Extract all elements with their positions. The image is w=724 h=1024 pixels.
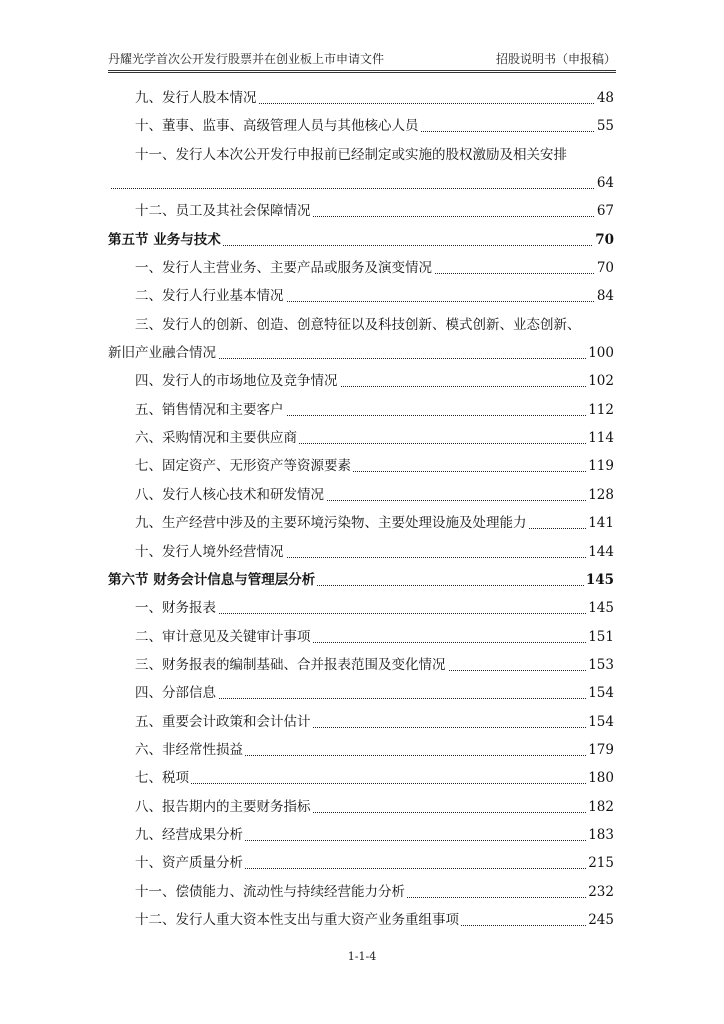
- toc-entry-title: 六、非经常性损益: [135, 741, 243, 758]
- toc-entry[interactable]: [108, 112, 614, 140]
- toc-entry-title: 十二、员工及其社会保障情况: [135, 203, 311, 220]
- toc-entry-title: 七、税项: [135, 770, 189, 787]
- toc-entry-title-cont: [108, 175, 110, 191]
- toc-entry[interactable]: [108, 367, 614, 395]
- toc-entry-title: 六、采购情况和主要供应商: [135, 430, 297, 447]
- toc-entry[interactable]: [108, 651, 614, 679]
- toc-page-number: 112: [586, 396, 614, 424]
- toc-entry[interactable]: [108, 906, 614, 934]
- toc-entry[interactable]: [108, 452, 614, 480]
- toc-entry[interactable]: [108, 509, 614, 537]
- toc-page-number: 145: [586, 594, 614, 622]
- toc-entry[interactable]: [108, 594, 614, 622]
- toc-page-number: 154: [586, 708, 614, 736]
- toc-entry[interactable]: [108, 254, 614, 282]
- toc-page-number: 154: [586, 679, 614, 707]
- header-document-title: 丹耀光学首次公开发行股票并在创业板上市申请文件: [108, 52, 385, 66]
- page-header: [108, 50, 616, 68]
- toc-entry-continuation[interactable]: [108, 169, 614, 197]
- toc-entry[interactable]: [108, 424, 614, 452]
- toc-page-number: 232: [586, 878, 614, 906]
- toc-entry-title: 五、重要会计政策和会计估计: [135, 713, 311, 730]
- dot-leader: [108, 188, 614, 189]
- toc-entry[interactable]: [108, 849, 614, 877]
- toc-entry[interactable]: [108, 764, 614, 792]
- toc-entry[interactable]: [108, 708, 614, 736]
- toc-entry[interactable]: [108, 821, 614, 849]
- toc-entry-title: 十、董事、监事、高级管理人员与其他核心人员: [135, 118, 419, 135]
- toc-section-heading[interactable]: [108, 226, 614, 254]
- toc-page-number: 64: [595, 169, 614, 197]
- toc-entry-title: 九、发行人股本情况: [135, 90, 257, 106]
- toc-entry-title: 一、财务报表: [135, 600, 216, 617]
- toc-page-number: 180: [586, 764, 614, 792]
- toc-entry-title: 二、审计意见及关键审计事项: [135, 628, 311, 645]
- toc-page-number: 141: [586, 509, 614, 537]
- toc-entry-title: 九、经营成果分析: [135, 826, 243, 843]
- page-number: 1-1-4: [347, 950, 377, 963]
- toc-entry-title: 十一、发行人本次公开发行申报前已经制定或实施的股权激励及相关安排: [135, 146, 567, 163]
- toc-entry-continuation[interactable]: [108, 339, 614, 367]
- toc-entry[interactable]: [108, 679, 614, 707]
- toc-page-number: 144: [586, 538, 614, 566]
- toc-page-number: 119: [586, 452, 614, 480]
- toc-entry-title: 三、财务报表的编制基础、合并报表范围及变化情况: [135, 656, 446, 673]
- toc-entry-title: 五、销售情况和主要客户: [135, 401, 284, 418]
- toc-page-number: 128: [586, 481, 614, 509]
- toc-entry-title: 八、发行人核心技术和研发情况: [135, 486, 324, 503]
- toc-page-number: 245: [586, 906, 614, 934]
- header-document-type: 招股说明书（申报稿）: [495, 52, 616, 66]
- toc-entry[interactable]: [108, 481, 614, 509]
- toc-page-number: 153: [586, 651, 614, 679]
- toc-page-number: 84: [595, 282, 614, 310]
- toc-entry[interactable]: [108, 311, 614, 339]
- toc-entry-title-cont: 新旧产业融合情况: [108, 345, 216, 362]
- toc-page-number: 70: [593, 226, 614, 254]
- toc-entry[interactable]: [108, 84, 614, 112]
- toc-entry[interactable]: [108, 197, 614, 225]
- toc-entry-title: 二、发行人行业基本情况: [135, 288, 284, 305]
- toc-entry[interactable]: [108, 623, 614, 651]
- toc-page-number: 102: [586, 367, 614, 395]
- toc-entry[interactable]: [108, 282, 614, 310]
- toc-entry[interactable]: [108, 396, 614, 424]
- toc-entry-title: 七、固定资产、无形资产等资源要素: [135, 458, 351, 475]
- toc-entry-title: 九、生产经营中涉及的主要环境污染物、主要处理设施及处理能力: [135, 515, 527, 532]
- toc-entry-title: 十一、偿债能力、流动性与持续经营能力分析: [135, 883, 405, 900]
- toc-entry[interactable]: [108, 878, 614, 906]
- toc-entry-title: 十、资产质量分析: [135, 855, 243, 872]
- table-of-contents: [108, 84, 614, 934]
- toc-page-number: 183: [586, 821, 614, 849]
- toc-entry-title: 三、发行人的创新、创造、创意特征以及科技创新、模式创新、业态创新、: [135, 316, 581, 333]
- toc-page-number: 145: [584, 566, 614, 594]
- toc-page-number: 114: [586, 424, 614, 452]
- toc-page-number: 100: [586, 339, 614, 367]
- toc-entry-title: 八、报告期内的主要财务指标: [135, 798, 311, 815]
- toc-page-number: 182: [586, 793, 614, 821]
- toc-page-number: 151: [586, 623, 614, 651]
- toc-entry[interactable]: [108, 538, 614, 566]
- toc-section-heading[interactable]: [108, 566, 614, 594]
- toc-entry[interactable]: [108, 736, 614, 764]
- toc-entry-title: 四、发行人的市场地位及竞争情况: [135, 373, 338, 390]
- toc-page-number: 70: [595, 254, 614, 282]
- toc-entry-title: 一、发行人主营业务、主要产品或服务及演变情况: [135, 260, 432, 277]
- toc-page-number: 215: [586, 849, 614, 877]
- toc-page-number: 55: [595, 112, 614, 140]
- toc-entry-title: 第五节 业务与技术: [108, 231, 221, 248]
- toc-entry[interactable]: [108, 141, 614, 169]
- toc-entry-title: 十、发行人境外经营情况: [135, 543, 284, 560]
- toc-page-number: 67: [595, 197, 614, 225]
- toc-entry-title: 十二、发行人重大资本性支出与重大资产业务重组事项: [135, 911, 459, 928]
- toc-entry-title: 四、分部信息: [135, 685, 216, 702]
- toc-entry[interactable]: [108, 793, 614, 821]
- toc-page-number: 179: [586, 736, 614, 764]
- toc-entry-title: 第六节 财务会计信息与管理层分析: [108, 571, 316, 588]
- dot-leader: [135, 783, 614, 784]
- toc-page-number: 48: [595, 84, 614, 112]
- header-rule: [108, 70, 616, 73]
